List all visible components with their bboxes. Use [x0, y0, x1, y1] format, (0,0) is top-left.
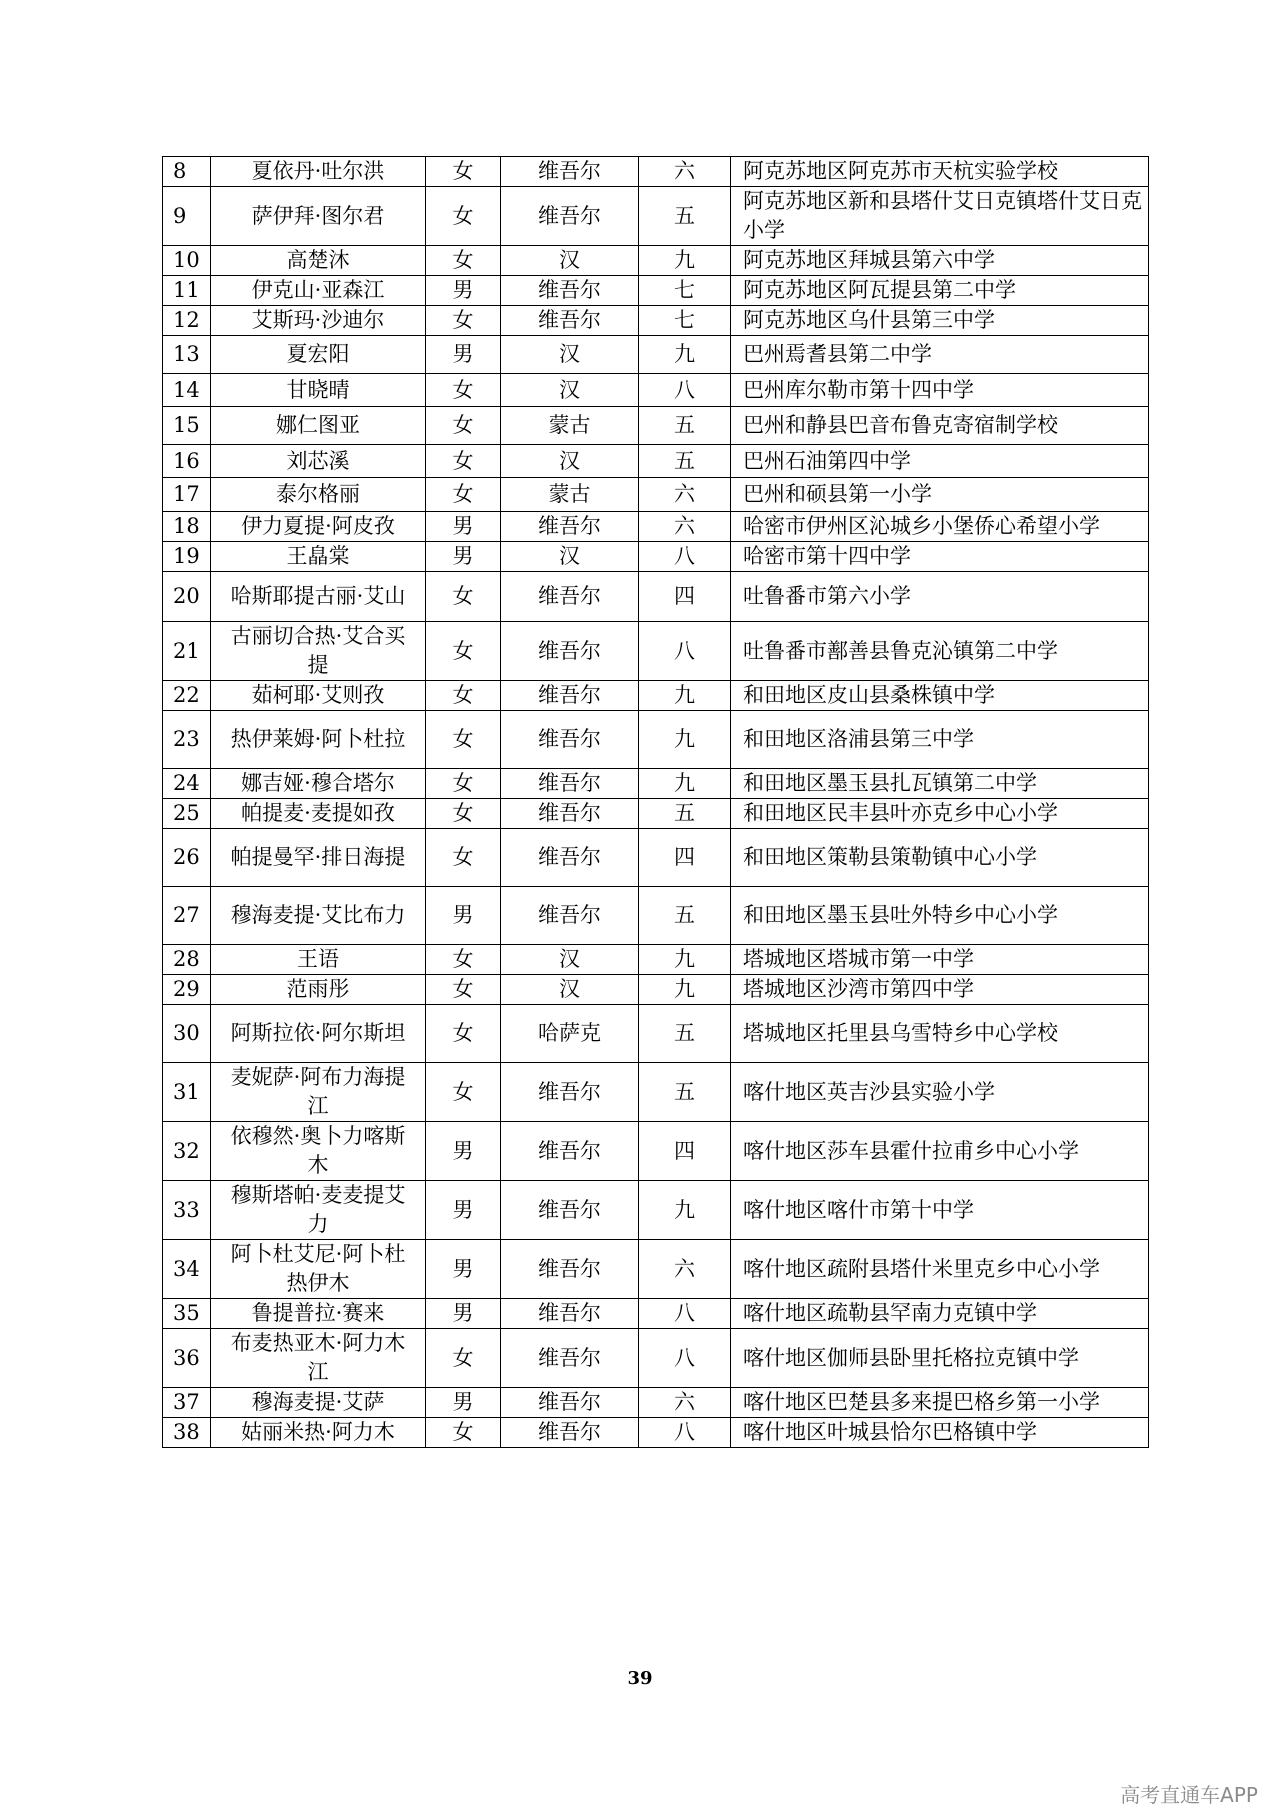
row-number: 25	[163, 799, 211, 829]
school-cell: 喀什地区喀什市第十中学	[731, 1181, 1149, 1240]
ethnicity-cell: 维吾尔	[501, 1418, 639, 1448]
grade-cell: 七	[639, 306, 731, 336]
table-row	[163, 276, 1149, 306]
row-number: 23	[163, 711, 211, 769]
table-row	[163, 975, 1149, 1005]
ethnicity-cell: 维吾尔	[501, 681, 639, 711]
ethnicity-cell: 维吾尔	[501, 799, 639, 829]
row-number: 15	[163, 407, 211, 445]
grade-cell: 九	[639, 336, 731, 374]
school-cell: 塔城地区沙湾市第四中学	[731, 975, 1149, 1005]
row-number: 11	[163, 276, 211, 306]
table-row	[163, 1063, 1149, 1122]
gender-cell: 女	[426, 1418, 501, 1448]
ethnicity-cell: 维吾尔	[501, 1063, 639, 1122]
row-number: 17	[163, 478, 211, 512]
student-name: 茹柯耶·艾则孜	[211, 681, 426, 711]
ethnicity-cell: 维吾尔	[501, 306, 639, 336]
row-number: 37	[163, 1388, 211, 1418]
ethnicity-cell: 汉	[501, 374, 639, 407]
grade-cell: 五	[639, 1005, 731, 1063]
table-row	[163, 769, 1149, 799]
table-row	[163, 1329, 1149, 1388]
ethnicity-cell: 汉	[501, 445, 639, 478]
grade-cell: 八	[639, 1418, 731, 1448]
school-cell: 哈密市第十四中学	[731, 542, 1149, 572]
watermark-text: 高考直通车APP	[1120, 1783, 1258, 1807]
ethnicity-cell: 维吾尔	[501, 512, 639, 542]
gender-cell: 男	[426, 1299, 501, 1329]
ethnicity-cell: 维吾尔	[501, 887, 639, 945]
gender-cell: 男	[426, 1122, 501, 1181]
grade-cell: 八	[639, 374, 731, 407]
ethnicity-cell: 维吾尔	[501, 769, 639, 799]
student-name: 帕提麦·麦提如孜	[211, 799, 426, 829]
student-name: 麦妮萨·阿布力海提江	[211, 1063, 426, 1122]
grade-cell: 八	[639, 1329, 731, 1388]
table-row	[163, 336, 1149, 374]
student-name: 伊力夏提·阿皮孜	[211, 512, 426, 542]
gender-cell: 男	[426, 512, 501, 542]
gender-cell: 男	[426, 1240, 501, 1299]
grade-cell: 六	[639, 157, 731, 187]
school-cell: 哈密市伊州区沁城乡小堡侨心希望小学	[731, 512, 1149, 542]
table-row	[163, 1005, 1149, 1063]
school-cell: 喀什地区巴楚县多来提巴格乡第一小学	[731, 1388, 1149, 1418]
student-name: 艾斯玛·沙迪尔	[211, 306, 426, 336]
table-row	[163, 445, 1149, 478]
grade-cell: 五	[639, 407, 731, 445]
grade-cell: 四	[639, 1122, 731, 1181]
grade-cell: 八	[639, 1299, 731, 1329]
school-cell: 和田地区民丰县叶亦克乡中心小学	[731, 799, 1149, 829]
ethnicity-cell: 蒙古	[501, 407, 639, 445]
row-number: 29	[163, 975, 211, 1005]
row-number: 8	[163, 157, 211, 187]
school-cell: 和田地区皮山县桑株镇中学	[731, 681, 1149, 711]
row-number: 38	[163, 1418, 211, 1448]
grade-cell: 九	[639, 711, 731, 769]
student-name: 伊克山·亚森江	[211, 276, 426, 306]
row-number: 9	[163, 187, 211, 246]
row-number: 24	[163, 769, 211, 799]
table-row	[163, 512, 1149, 542]
row-number: 28	[163, 945, 211, 975]
table-row	[163, 478, 1149, 512]
student-name: 布麦热亚木·阿力木江	[211, 1329, 426, 1388]
school-cell: 巴州焉耆县第二中学	[731, 336, 1149, 374]
ethnicity-cell: 维吾尔	[501, 1122, 639, 1181]
row-number: 14	[163, 374, 211, 407]
ethnicity-cell: 维吾尔	[501, 711, 639, 769]
gender-cell: 女	[426, 1329, 501, 1388]
student-name: 阿斯拉依·阿尔斯坦	[211, 1005, 426, 1063]
ethnicity-cell: 维吾尔	[501, 1388, 639, 1418]
page-number: 39	[627, 1668, 653, 1689]
ethnicity-cell: 蒙古	[501, 478, 639, 512]
grade-cell: 八	[639, 622, 731, 681]
row-number: 32	[163, 1122, 211, 1181]
table-row	[163, 1122, 1149, 1181]
table-row	[163, 829, 1149, 887]
student-name: 穆海麦提·艾比布力	[211, 887, 426, 945]
table-row	[163, 711, 1149, 769]
row-number: 19	[163, 542, 211, 572]
school-cell: 喀什地区疏勒县罕南力克镇中学	[731, 1299, 1149, 1329]
student-name: 哈斯耶提古丽·艾山	[211, 572, 426, 622]
school-cell: 和田地区墨玉县吐外特乡中心小学	[731, 887, 1149, 945]
grade-cell: 六	[639, 1388, 731, 1418]
school-cell: 阿克苏地区拜城县第六中学	[731, 246, 1149, 276]
school-cell: 喀什地区莎车县霍什拉甫乡中心小学	[731, 1122, 1149, 1181]
row-number: 34	[163, 1240, 211, 1299]
table-row	[163, 945, 1149, 975]
grade-cell: 九	[639, 681, 731, 711]
student-name: 刘芯溪	[211, 445, 426, 478]
grade-cell: 五	[639, 1063, 731, 1122]
row-number: 33	[163, 1181, 211, 1240]
grade-cell: 九	[639, 246, 731, 276]
ethnicity-cell: 汉	[501, 975, 639, 1005]
school-cell: 塔城地区塔城市第一中学	[731, 945, 1149, 975]
table-row	[163, 572, 1149, 622]
grade-cell: 七	[639, 276, 731, 306]
school-cell: 喀什地区伽师县卧里托格拉克镇中学	[731, 1329, 1149, 1388]
grade-cell: 九	[639, 1181, 731, 1240]
grade-cell: 六	[639, 512, 731, 542]
row-number: 13	[163, 336, 211, 374]
gender-cell: 女	[426, 306, 501, 336]
student-name: 王语	[211, 945, 426, 975]
gender-cell: 女	[426, 1005, 501, 1063]
table-row	[163, 681, 1149, 711]
row-number: 36	[163, 1329, 211, 1388]
gender-cell: 女	[426, 445, 501, 478]
school-cell: 和田地区策勒县策勒镇中心小学	[731, 829, 1149, 887]
row-number: 20	[163, 572, 211, 622]
grade-cell: 九	[639, 975, 731, 1005]
student-name: 高楚沐	[211, 246, 426, 276]
gender-cell: 男	[426, 1181, 501, 1240]
student-name: 范雨彤	[211, 975, 426, 1005]
ethnicity-cell: 维吾尔	[501, 1329, 639, 1388]
student-name: 穆海麦提·艾萨	[211, 1388, 426, 1418]
school-cell: 喀什地区叶城县恰尔巴格镇中学	[731, 1418, 1149, 1448]
gender-cell: 女	[426, 478, 501, 512]
table-row	[163, 1181, 1149, 1240]
grade-cell: 六	[639, 1240, 731, 1299]
gender-cell: 女	[426, 829, 501, 887]
ethnicity-cell: 维吾尔	[501, 572, 639, 622]
ethnicity-cell: 维吾尔	[501, 1240, 639, 1299]
ethnicity-cell: 汉	[501, 336, 639, 374]
gender-cell: 女	[426, 187, 501, 246]
school-cell: 塔城地区托里县乌雪特乡中心学校	[731, 1005, 1149, 1063]
row-number: 18	[163, 512, 211, 542]
school-cell: 喀什地区疏附县塔什米里克乡中心小学	[731, 1240, 1149, 1299]
grade-cell: 五	[639, 445, 731, 478]
student-name: 阿卜杜艾尼·阿卜杜热伊木	[211, 1240, 426, 1299]
table-row	[163, 157, 1149, 187]
grade-cell: 四	[639, 829, 731, 887]
ethnicity-cell: 维吾尔	[501, 622, 639, 681]
table-row	[163, 542, 1149, 572]
row-number: 16	[163, 445, 211, 478]
school-cell: 巴州石油第四中学	[731, 445, 1149, 478]
gender-cell: 女	[426, 769, 501, 799]
table-row	[163, 306, 1149, 336]
ethnicity-cell: 维吾尔	[501, 276, 639, 306]
grade-cell: 五	[639, 887, 731, 945]
student-name: 泰尔格丽	[211, 478, 426, 512]
grade-cell: 四	[639, 572, 731, 622]
student-name: 古丽切合热·艾合买提	[211, 622, 426, 681]
table-row	[163, 374, 1149, 407]
gender-cell: 女	[426, 246, 501, 276]
grade-cell: 五	[639, 187, 731, 246]
table-row	[163, 1240, 1149, 1299]
table-row	[163, 187, 1149, 246]
ethnicity-cell: 维吾尔	[501, 187, 639, 246]
table-body	[163, 157, 1149, 1448]
student-name: 姑丽米热·阿力木	[211, 1418, 426, 1448]
grade-cell: 九	[639, 769, 731, 799]
gender-cell: 男	[426, 276, 501, 306]
school-cell: 吐鲁番市鄯善县鲁克沁镇第二中学	[731, 622, 1149, 681]
table-row	[163, 622, 1149, 681]
table-row	[163, 1388, 1149, 1418]
row-number: 30	[163, 1005, 211, 1063]
school-cell: 吐鲁番市第六小学	[731, 572, 1149, 622]
gender-cell: 女	[426, 681, 501, 711]
student-name: 娜吉娅·穆合塔尔	[211, 769, 426, 799]
school-cell: 阿克苏地区新和县塔什艾日克镇塔什艾日克小学	[731, 187, 1149, 246]
ethnicity-cell: 维吾尔	[501, 157, 639, 187]
row-number: 31	[163, 1063, 211, 1122]
school-cell: 巴州库尔勒市第十四中学	[731, 374, 1149, 407]
school-cell: 阿克苏地区乌什县第三中学	[731, 306, 1149, 336]
gender-cell: 女	[426, 157, 501, 187]
school-cell: 喀什地区英吉沙县实验小学	[731, 1063, 1149, 1122]
school-cell: 阿克苏地区阿瓦提县第二中学	[731, 276, 1149, 306]
row-number: 21	[163, 622, 211, 681]
ethnicity-cell: 汉	[501, 945, 639, 975]
gender-cell: 男	[426, 887, 501, 945]
row-number: 22	[163, 681, 211, 711]
student-name: 甘晓晴	[211, 374, 426, 407]
gender-cell: 男	[426, 336, 501, 374]
grade-cell: 五	[639, 799, 731, 829]
ethnicity-cell: 哈萨克	[501, 1005, 639, 1063]
student-name: 萨伊拜·图尔君	[211, 187, 426, 246]
ethnicity-cell: 维吾尔	[501, 1299, 639, 1329]
student-name: 夏依丹·吐尔洪	[211, 157, 426, 187]
grade-cell: 九	[639, 945, 731, 975]
school-cell: 和田地区墨玉县扎瓦镇第二中学	[731, 769, 1149, 799]
table-row	[163, 407, 1149, 445]
school-cell: 巴州和静县巴音布鲁克寄宿制学校	[731, 407, 1149, 445]
row-number: 10	[163, 246, 211, 276]
row-number: 27	[163, 887, 211, 945]
gender-cell: 男	[426, 1388, 501, 1418]
gender-cell: 女	[426, 572, 501, 622]
student-name: 热伊莱姆·阿卜杜拉	[211, 711, 426, 769]
ethnicity-cell: 汉	[501, 542, 639, 572]
gender-cell: 女	[426, 1063, 501, 1122]
school-cell: 阿克苏地区阿克苏市天杭实验学校	[731, 157, 1149, 187]
gender-cell: 女	[426, 945, 501, 975]
gender-cell: 女	[426, 622, 501, 681]
gender-cell: 女	[426, 975, 501, 1005]
table-row	[163, 246, 1149, 276]
row-number: 26	[163, 829, 211, 887]
gender-cell: 女	[426, 711, 501, 769]
grade-cell: 六	[639, 478, 731, 512]
gender-cell: 女	[426, 799, 501, 829]
table-row	[163, 887, 1149, 945]
school-cell: 巴州和硕县第一小学	[731, 478, 1149, 512]
student-name: 王皛棠	[211, 542, 426, 572]
student-name: 鲁提普拉·赛来	[211, 1299, 426, 1329]
ethnicity-cell: 维吾尔	[501, 829, 639, 887]
ethnicity-cell: 汉	[501, 246, 639, 276]
student-name: 娜仁图亚	[211, 407, 426, 445]
table-row	[163, 1299, 1149, 1329]
grade-cell: 八	[639, 542, 731, 572]
student-name: 依穆然·奥卜力喀斯木	[211, 1122, 426, 1181]
row-number: 35	[163, 1299, 211, 1329]
school-cell: 和田地区洛浦县第三中学	[731, 711, 1149, 769]
student-name: 夏宏阳	[211, 336, 426, 374]
gender-cell: 女	[426, 374, 501, 407]
student-name: 帕提曼罕·排日海提	[211, 829, 426, 887]
student-name: 穆斯塔帕·麦麦提艾力	[211, 1181, 426, 1240]
gender-cell: 女	[426, 407, 501, 445]
ethnicity-cell: 维吾尔	[501, 1181, 639, 1240]
table-row	[163, 1418, 1149, 1448]
table-row	[163, 799, 1149, 829]
student-table	[162, 156, 1149, 1448]
row-number: 12	[163, 306, 211, 336]
gender-cell: 男	[426, 542, 501, 572]
